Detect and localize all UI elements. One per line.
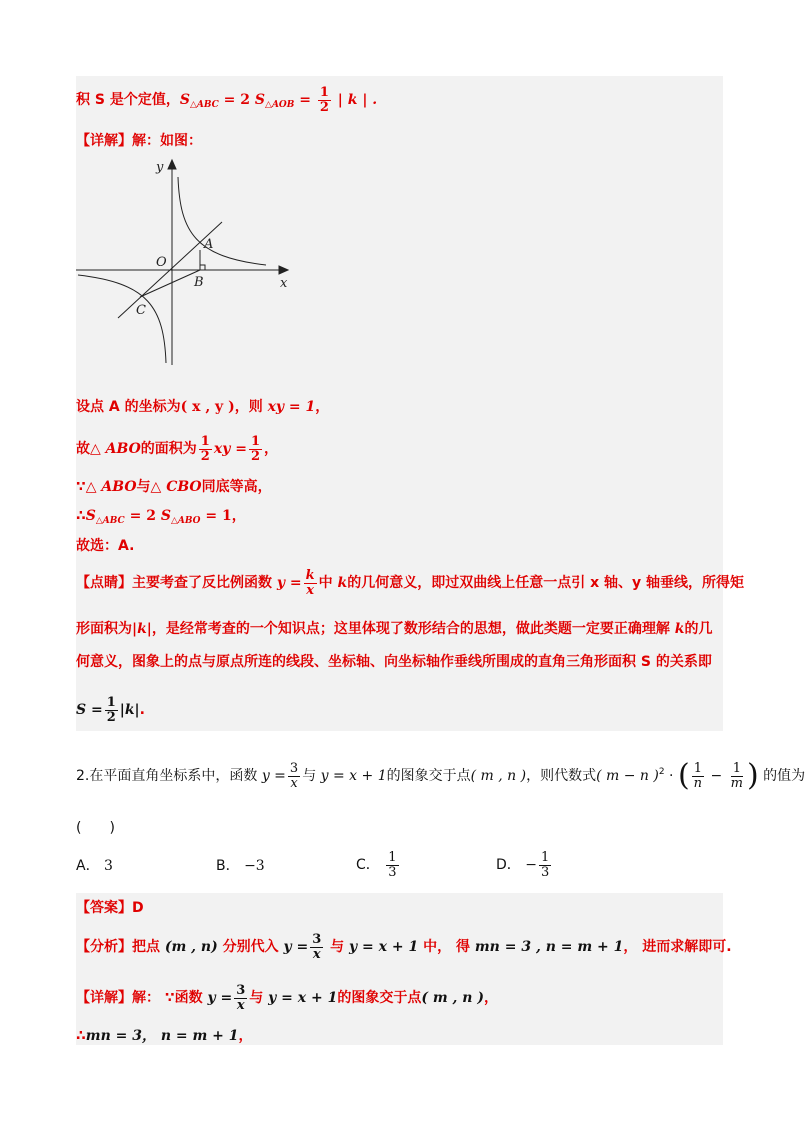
- right-angle-mark: [200, 265, 205, 270]
- last-line: ∴mn = 3， n = m + 1，: [76, 1028, 253, 1044]
- detail-label: 【详解】解：如图：: [76, 133, 202, 149]
- s-abc: $S_{\triangle ABC} = 2$ $S_{\triangle AOB}$ =: [179, 92, 316, 111]
- x-label: x: [280, 276, 288, 291]
- c-label: C: [136, 303, 146, 318]
- x-arrow: [279, 266, 288, 274]
- hyperbola-figure: [76, 155, 301, 370]
- question-paren: ( ): [76, 820, 115, 836]
- half-fraction: $\frac{1}{2}$: [319, 85, 329, 115]
- option-c[interactable]: C． $\frac{1}{3}$: [356, 849, 397, 880]
- answer-label: 【答案】D: [76, 900, 144, 916]
- analysis-line: 【分析】把点 (m , n) 分别代入 y = $\frac{3}{x}$ 与 y = x + 1 中， 得 mn = 3 , n = m + 1， 进而求解即可.: [76, 931, 732, 962]
- point-line-4: S = $\frac{1}{2}$ |k|.: [76, 694, 145, 725]
- hyperbola-branch-2: [78, 275, 166, 363]
- choose-line: 故选：A.: [76, 538, 135, 554]
- top-prefix: 积 S 是个定值，: [76, 92, 180, 109]
- hyperbola-branch-1: [178, 177, 266, 265]
- y-arrow: [168, 160, 176, 169]
- point-line-1: 【点睛】主要考查了反比例函数 y = $\frac{k}{x}$ 中 k的几何意义，即过双曲线上任意一点引 x 轴、y 轴垂线，所得矩: [76, 567, 744, 598]
- segment-bc: [140, 270, 200, 297]
- top-line: [76, 86, 377, 115]
- a-label: A: [204, 237, 214, 252]
- option-b[interactable]: B． −3: [216, 858, 265, 874]
- point-line-3: 何意义，图象上的点与原点所连的线段、坐标轴、向坐标轴作垂线所围成的直角三角形面积 S 的关系即: [76, 654, 712, 670]
- option-d[interactable]: D． − $\frac{1}{3}$: [496, 849, 550, 880]
- y-label: y: [156, 160, 164, 175]
- detail-line-4: $\therefore S_{\triangle ABC} = 2$ $S_{\triangle ABO} = 1$，: [76, 508, 246, 526]
- detail-line-1: 设点 A 的坐标为( x , y )，则 xy = 1，: [76, 399, 330, 415]
- question-2: 2.在平面直角坐标系中，函数 y = $\frac{3}{x}$ 与 y = x + 1的图象交于点( m , n )，则代数式( m − n )$^2$ · ( $\frac{1}{n}$ − $\frac{1}{m}$ ) 的值为: [76, 758, 805, 793]
- detail-line-2: 故△ ABO的面积为 $\frac{1}{2}$ xy = $\frac{1}{2}$ ，: [76, 433, 278, 464]
- b-label: B: [194, 275, 204, 290]
- o-label: O: [156, 255, 167, 270]
- point-line-2: 形面积为|k|，是经常考查的一个知识点；这里体现了数形结合的思想，做此类题一定要正确理解 k的几: [76, 621, 713, 637]
- detail-answer-line: 【详解】解： ∵函数 y = $\frac{3}{x}$ 与 y = x + 1的图象交于点( m , n )，: [76, 982, 498, 1013]
- option-a[interactable]: A． 3: [76, 858, 113, 874]
- abs-k: | k | .: [332, 92, 378, 109]
- detail-line-3: ∵△ ABO与△ CBO同底等高，: [76, 479, 272, 495]
- solution-panel-bottom: [76, 893, 723, 1045]
